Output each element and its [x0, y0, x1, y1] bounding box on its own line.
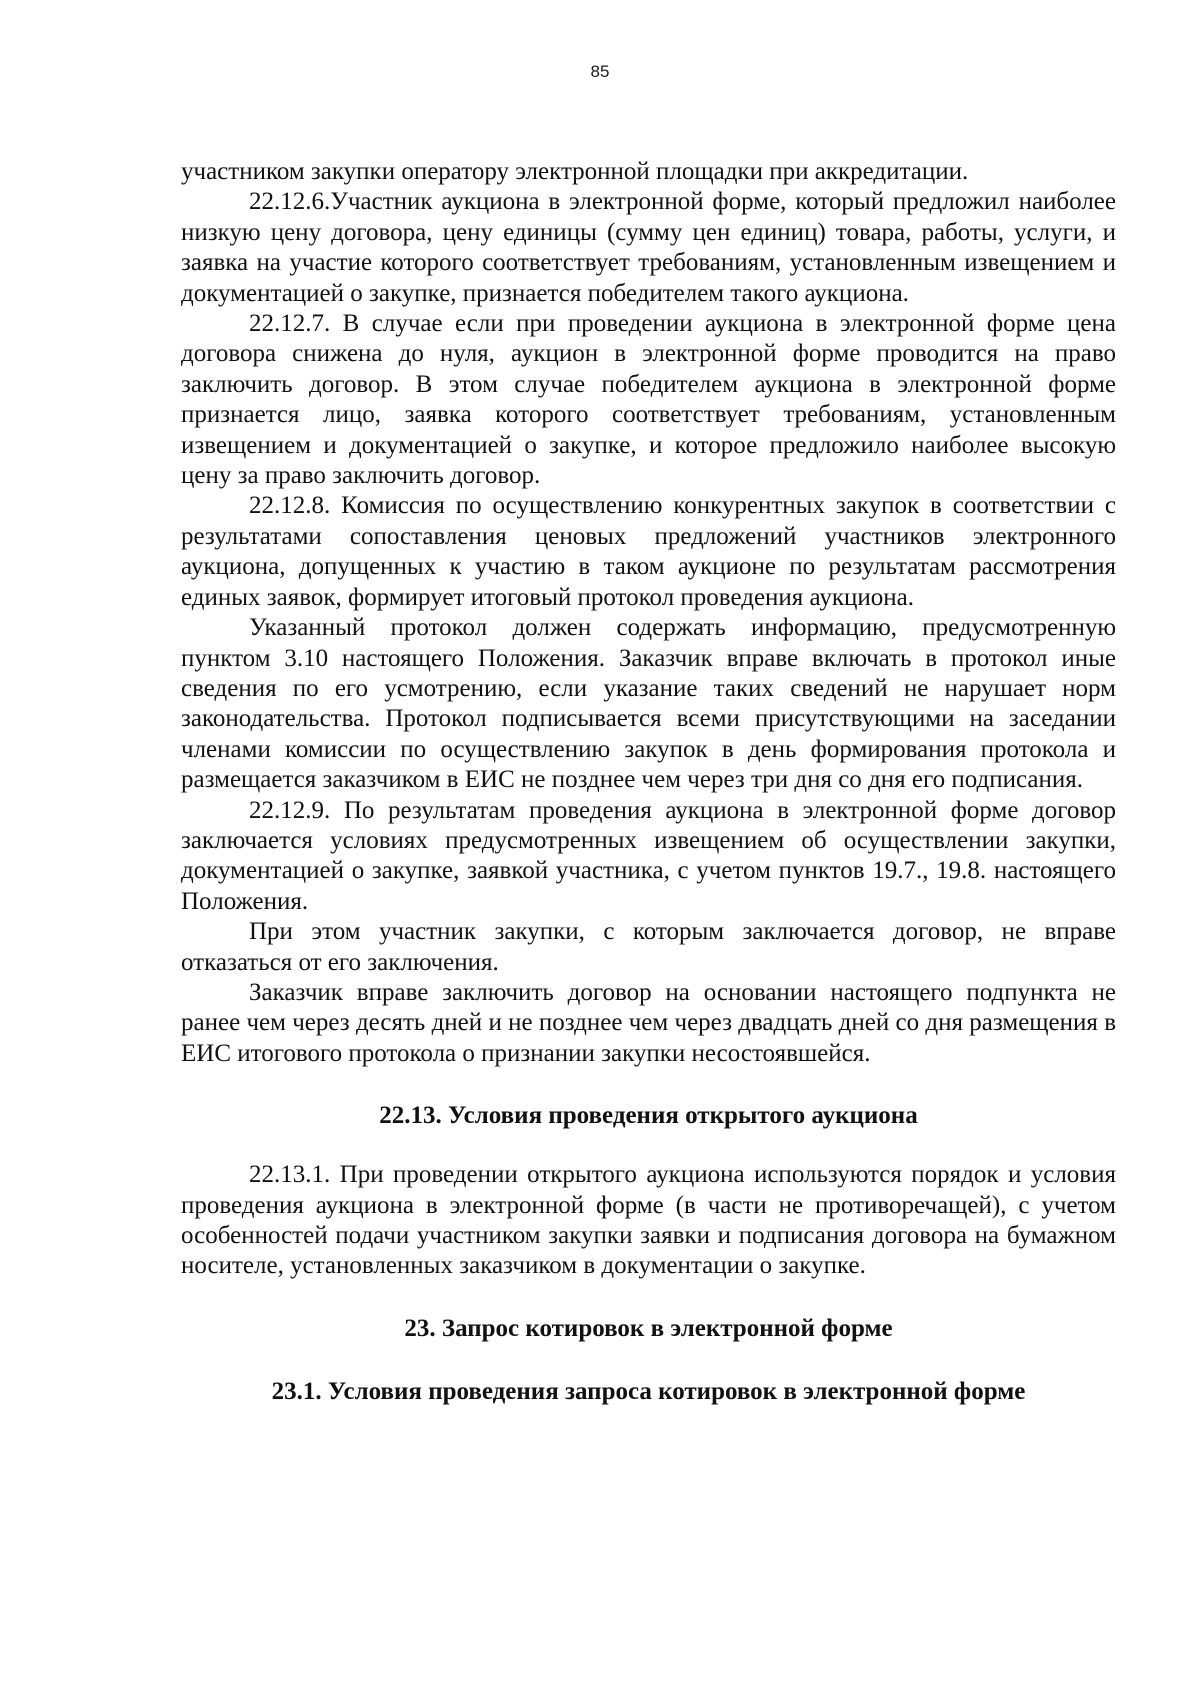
section-heading-23: 23. Запрос котировок в электронной форме: [404, 1314, 893, 1342]
paragraph-22-12-7: 22.12.7. В случае если при проведении аукциона в электронной форме цена договора снижена до нуля, аукцион в электронной форме проводится на право заключить договор. В этом случае победителем аукциона в электронной форме признается лицо, заявка которого соответствует требованиям, установленным извещением и документацией о закупке, и которое предложило наиболее высокую цену за право заключить договор.: [181, 310, 1116, 490]
paragraph-contract-timing: Заказчик вправе заключить договор на основании настоящего подпункта не ранее чем через десять дней и не позднее чем через двадцать дней со дня размещения в ЕИС итогового протокола о признании закупки несостоявшейся.: [181, 978, 1116, 1067]
paragraph-22-12-9: 22.12.9. По результатам проведения аукциона в электронной форме договор заключается условиях предусмотренных извещением об осуществлении закупки, документацией о закупке, заявкой участника, с учетом пунктов 19.7., 19.8. настоящего Положения.: [181, 796, 1116, 915]
page-number: 85: [590, 62, 610, 81]
paragraph-protocol-info: Указанный протокол должен содержать информацию, предусмотренную пунктом 3.10 настоящего Положения. Заказчик вправе включать в протокол иные сведения по его усмотрению, если указание таких сведений не нарушает норм законодательства. Протокол подписывается всеми присутствующими на заседании членами комиссии по осуществлению закупок в день формирования протокола и размещается заказчиком в ЕИС не позднее чем через три дня со дня его подписания.: [181, 614, 1116, 794]
paragraph-22-12-8: 22.12.8. Комиссия по осуществлению конкурентных закупок в соответствии с результатами сопоставления ценовых предложений участников электронного аукциона, допущенных к участию в таком аукционе по результатам рассмотрения единых заявок, формирует итоговый протокол проведения аукциона.: [181, 492, 1116, 611]
document-body: [181, 157, 1116, 1407]
paragraph-no-refusal: При этом участник закупки, с которым заключается договор, не вправе отказаться от его заключения.: [181, 918, 1116, 976]
section-heading-22-13: 22.13. Условия проведения открытого аукциона: [379, 1102, 918, 1130]
paragraph-22-13-1: 22.13.1. При проведении открытого аукциона используются порядок и условия проведения аукциона в электронной форме (в части не противоречащей), с учетом особенностей подачи участником закупки заявки и подписания договора на бумажном носителе, установленных заказчиком в документации о закупке.: [181, 1161, 1116, 1280]
section-heading-23-1: 23.1. Условия проведения запроса котировок в электронной форме: [271, 1377, 1026, 1405]
paragraph-continuation: участником закупки оператору электронной площадки при аккредитации.: [181, 158, 969, 185]
paragraph-22-12-6: 22.12.6.Участник аукциона в электронной форме, который предложил наиболее низкую цену договора, цену единицы (сумму цен единиц) товара, работы, услуги, и заявка на участие которого соответствует требованиям, установленным извещением и документацией о закупке, признается победителем такого аукциона.: [181, 188, 1116, 307]
